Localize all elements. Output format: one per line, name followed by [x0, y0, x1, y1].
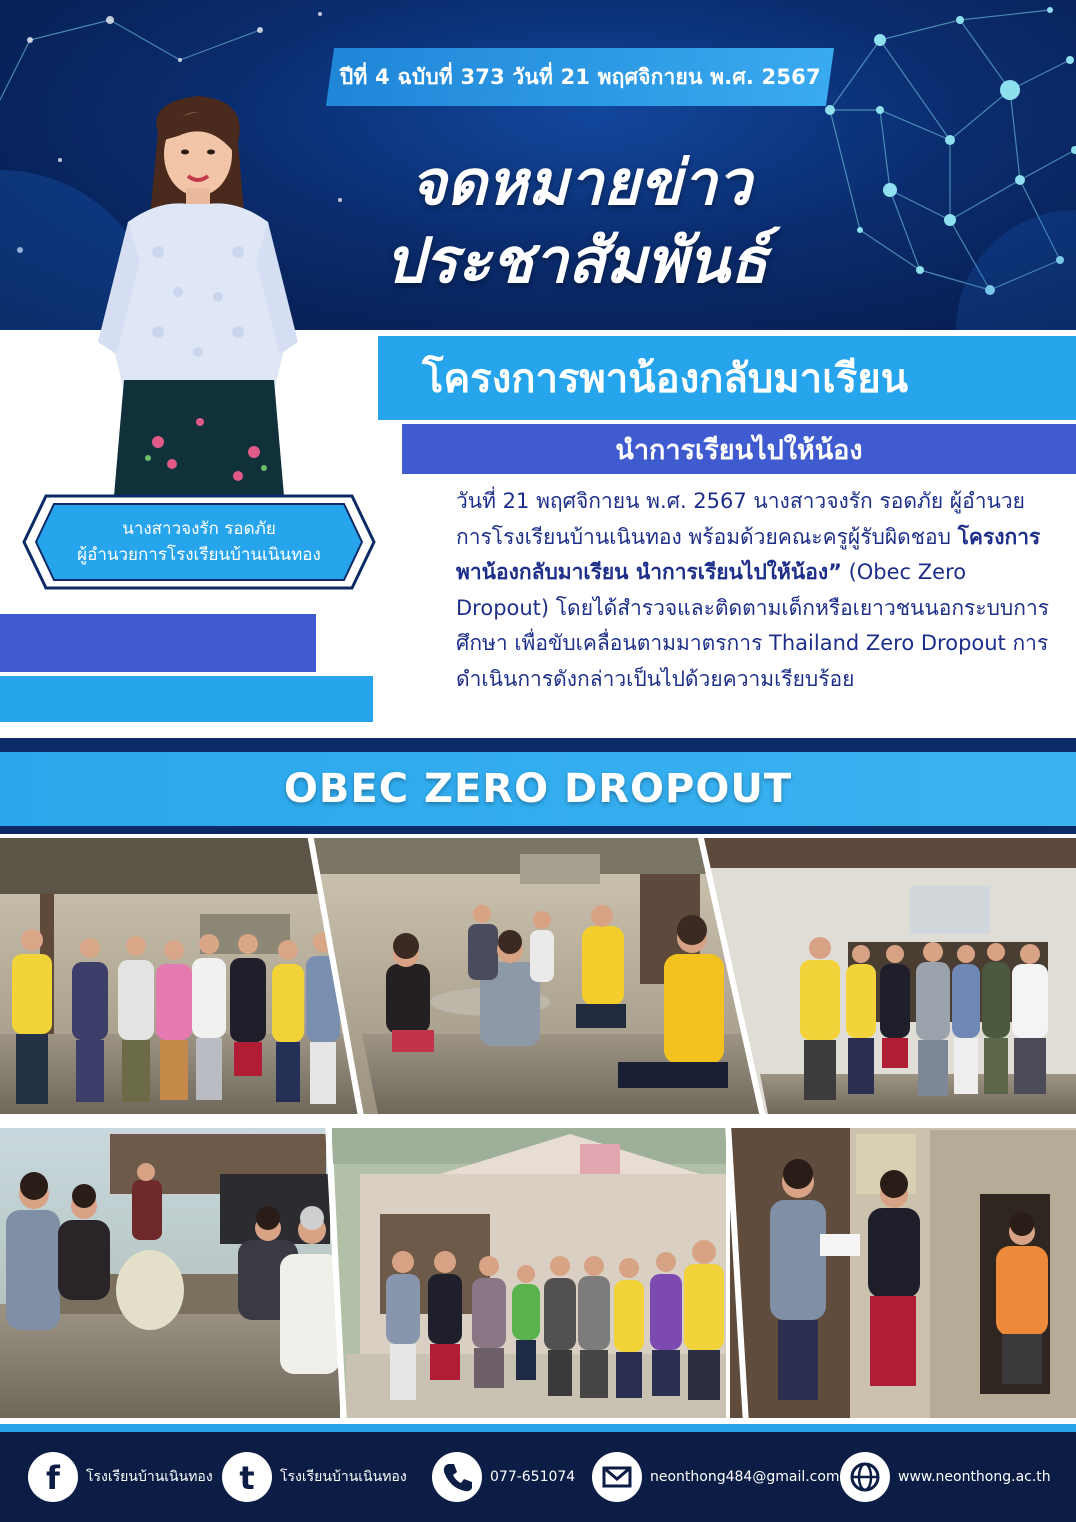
phone-icon	[432, 1452, 482, 1502]
footer-facebook[interactable]	[28, 1432, 213, 1522]
director-name: นางสาวจงรัก รอดภัย	[122, 519, 276, 539]
project-title-bar	[378, 336, 1076, 420]
svg-text:f: f	[46, 1459, 60, 1497]
photo-2	[312, 838, 760, 1114]
project-subtitle-bar	[402, 424, 1076, 474]
director-portrait	[88, 92, 306, 496]
issue-banner	[326, 48, 834, 106]
obec-band	[0, 752, 1076, 826]
globe-icon	[840, 1452, 890, 1502]
name-plate-text	[22, 516, 376, 568]
project-subtitle: นำการเรียนไปให้น้อง	[615, 434, 863, 466]
footer-website-text: www.neonthong.ac.th	[898, 1469, 1051, 1485]
newsletter-title-line2: ประชาสัมพันธ์	[385, 224, 768, 297]
footer-contact-bar	[0, 1432, 1076, 1522]
footer-tiktok[interactable]	[222, 1432, 407, 1522]
issue-banner-text: ปีที่ 4 ฉบับที่ 373 วันที่ 21 พฤศจิกายน พ.ศ. 2567	[339, 64, 821, 89]
footer-accent-line	[0, 1424, 1076, 1432]
news-body-project-name: โครงการพาน้องกลับมาเรียน นำการเรียนไปให้น้อง”	[456, 524, 1041, 584]
footer-email-text: neonthong484@gmail.com	[650, 1469, 840, 1485]
director-position: ผู้อำนวยการโรงเรียนบ้านเนินทอง	[77, 545, 321, 565]
photo-6	[730, 1128, 1076, 1418]
svg-text:t: t	[239, 1459, 255, 1497]
footer-email[interactable]	[592, 1432, 840, 1522]
photo-collage-svg	[0, 834, 1076, 1424]
footer-phone-text: 077-651074	[490, 1469, 576, 1485]
photo-5	[332, 1128, 726, 1418]
news-body-rest: (Obec Zero Dropout) โดยได้สำรวจและติดตามเด็กหรือเยาวชนนอกระบบการศึกษา เพื่อขับเคลื่อนตามมาตรการ Thailand Zero Dropout การดำเนินการดังกล่าวเป็นไปด้วยความเรียบร้อย	[456, 560, 1050, 691]
project-title: โครงการพาน้องกลับมาเรียน	[422, 356, 909, 402]
obec-band-title: OBEC ZERO DROPOUT	[283, 766, 793, 812]
newsletter-title-line1: จดหมายข่าว	[410, 146, 752, 219]
photo-collage	[0, 834, 1076, 1424]
facebook-icon	[28, 1452, 78, 1502]
news-body-intro: วันที่ 21 พฤศจิกายน พ.ศ. 2567 นางสาวจงรัก รอดภัย ผู้อำนวยการโรงเรียนบ้านเนินทอง พร้อมด้วยคณะครูผู้รับผิดชอบ	[456, 489, 1025, 549]
photo-3	[704, 838, 1076, 1114]
decorative-bar-sky	[0, 676, 373, 722]
photo-1	[0, 838, 360, 1114]
director-name-plate	[22, 494, 376, 590]
tiktok-icon	[222, 1452, 272, 1502]
footer-facebook-text: โรงเรียนบ้านเนินทอง	[86, 1469, 213, 1485]
news-body-text	[456, 484, 1056, 697]
email-icon	[592, 1452, 642, 1502]
footer-phone[interactable]	[432, 1432, 575, 1522]
decorative-bar-royal	[0, 614, 316, 672]
photo-4	[0, 1128, 340, 1418]
footer-tiktok-text: โรงเรียนบ้านเนินทอง	[280, 1469, 407, 1485]
footer-website[interactable]	[840, 1432, 1051, 1522]
